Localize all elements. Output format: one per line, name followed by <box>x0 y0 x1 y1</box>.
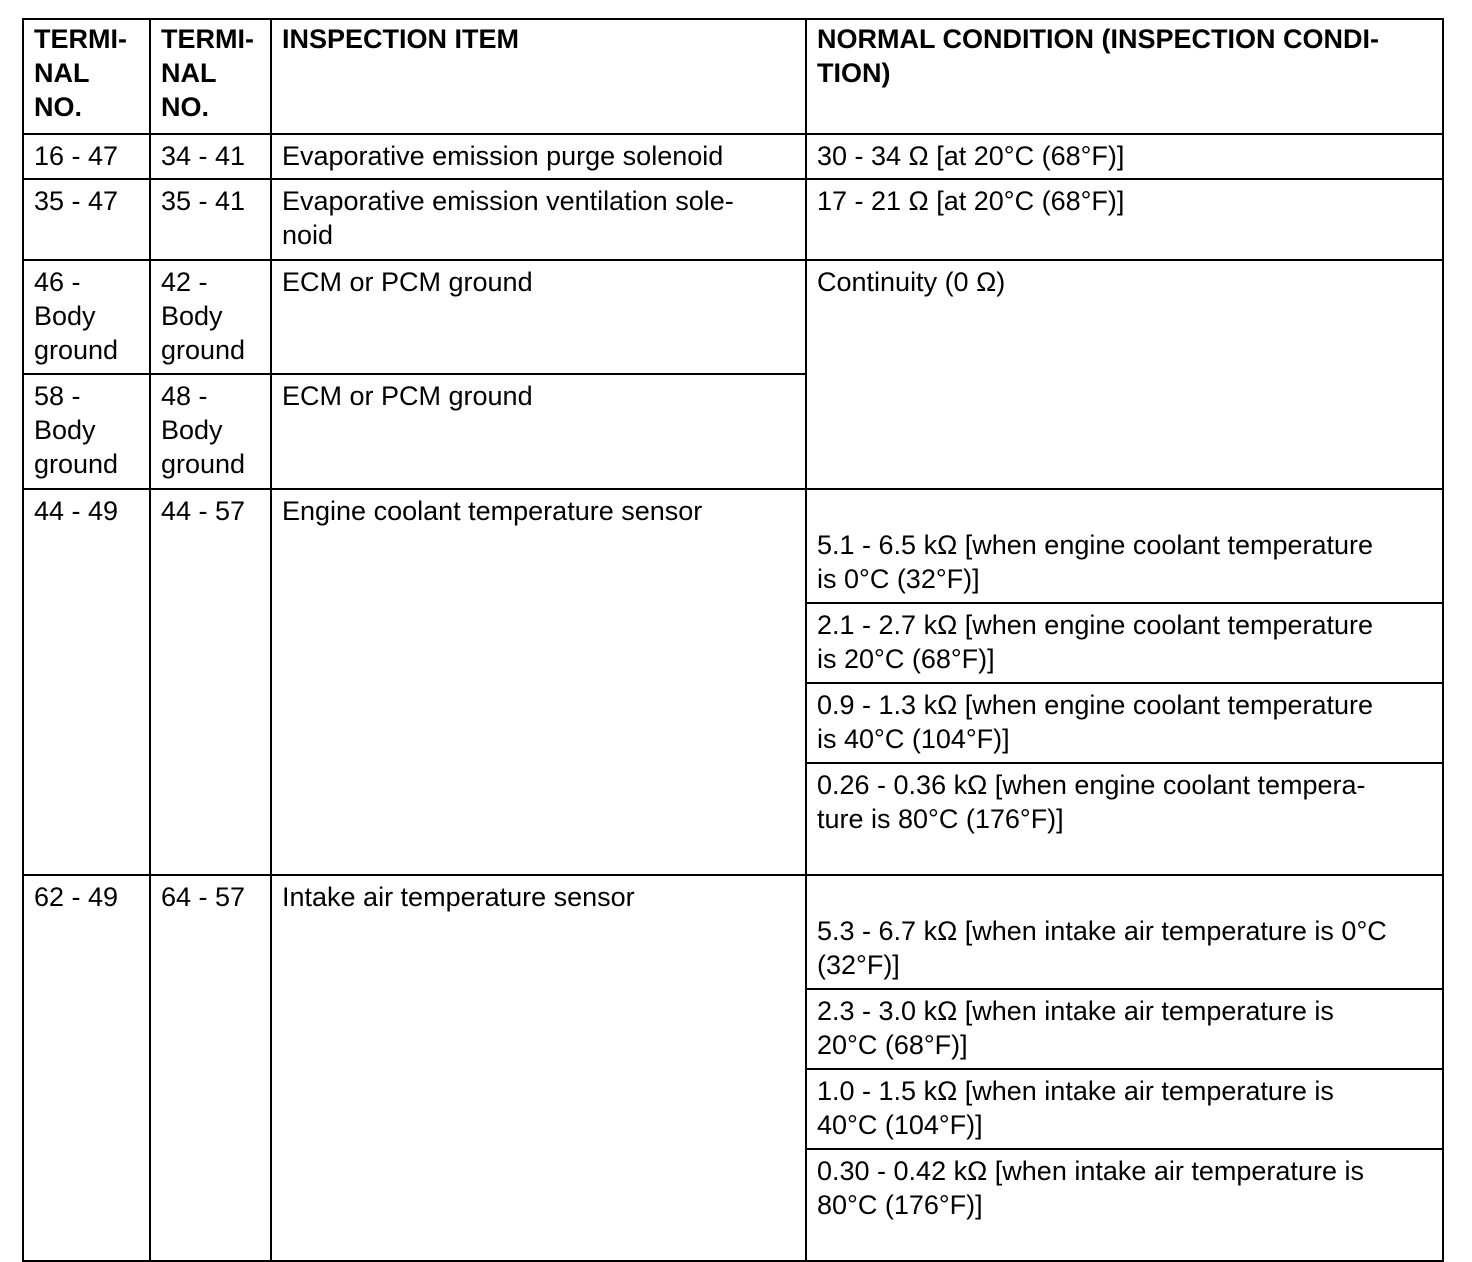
normal-condition-cell: 30 - 34 Ω [at 20°C (68°F)] <box>806 134 1443 179</box>
condition-entry: 2.1 - 2.7 kΩ [when engine coolant temperature is 20°C (68°F)] <box>807 604 1442 684</box>
condition-stack <box>807 524 1442 840</box>
inspection-item-cell: Evaporative emission purge solenoid <box>271 134 806 179</box>
table-row <box>23 875 1443 1261</box>
terminal-a-cell: 46 - Body ground <box>23 260 150 374</box>
condition-entry: 2.3 - 3.0 kΩ [when intake air temperature is 20°C (68°F)] <box>807 990 1442 1070</box>
condition-entry: 1.0 - 1.5 kΩ [when intake air temperature is 40°C (104°F)] <box>807 1070 1442 1150</box>
inspection-item-cell: Evaporative emission ventilation sole- noid <box>271 179 806 260</box>
condition-entry: 5.3 - 6.7 kΩ [when intake air temperature is 0°C (32°F)] <box>807 910 1442 990</box>
condition-entry: 0.9 - 1.3 kΩ [when engine coolant temperature is 40°C (104°F)] <box>807 684 1442 764</box>
terminal-a-cell: 62 - 49 <box>23 875 150 1261</box>
normal-condition-cell: 17 - 21 Ω [at 20°C (68°F)] <box>806 179 1443 260</box>
terminal-a-cell: 35 - 47 <box>23 179 150 260</box>
header-row <box>23 19 1443 134</box>
normal-condition-cell: Continuity (0 Ω) <box>806 260 1443 489</box>
condition-entry: 5.1 - 6.5 kΩ [when engine coolant temperature is 0°C (32°F)] <box>807 524 1442 604</box>
header-terminal-a: TERMI- NAL NO. <box>23 19 150 134</box>
table-row <box>23 134 1443 179</box>
header-terminal-b: TERMI- NAL NO. <box>150 19 271 134</box>
condition-entry: 0.26 - 0.36 kΩ [when engine coolant tempera- ture is 80°C (176°F)] <box>817 770 1366 834</box>
terminal-b-cell: 35 - 41 <box>150 179 271 260</box>
table-row <box>23 489 1443 875</box>
terminal-b-cell: 48 - Body ground <box>150 374 271 489</box>
table-row <box>23 179 1443 260</box>
inspection-item-cell: ECM or PCM ground <box>271 260 806 374</box>
terminal-a-cell: 44 - 49 <box>23 489 150 875</box>
terminal-b-cell: 44 - 57 <box>150 489 271 875</box>
inspection-item-cell: Engine coolant temperature sensor <box>271 489 806 875</box>
normal-condition-cell <box>806 875 1443 1261</box>
terminal-a-cell: 58 - Body ground <box>23 374 150 489</box>
inspection-table <box>22 18 1444 1262</box>
inspection-item-cell: Intake air temperature sensor <box>271 875 806 1261</box>
normal-condition-cell <box>806 489 1443 875</box>
condition-stack <box>807 910 1442 1226</box>
table-row <box>23 260 1443 374</box>
terminal-b-cell: 64 - 57 <box>150 875 271 1261</box>
terminal-b-cell: 34 - 41 <box>150 134 271 179</box>
condition-entry: 0.30 - 0.42 kΩ [when intake air temperature is 80°C (176°F)] <box>817 1156 1364 1220</box>
header-normal-condition: NORMAL CONDITION (INSPECTION CONDI- TION) <box>806 19 1443 134</box>
header-inspection-item: INSPECTION ITEM <box>271 19 806 134</box>
inspection-item-cell: ECM or PCM ground <box>271 374 806 489</box>
terminal-b-cell: 42 - Body ground <box>150 260 271 374</box>
terminal-a-cell: 16 - 47 <box>23 134 150 179</box>
